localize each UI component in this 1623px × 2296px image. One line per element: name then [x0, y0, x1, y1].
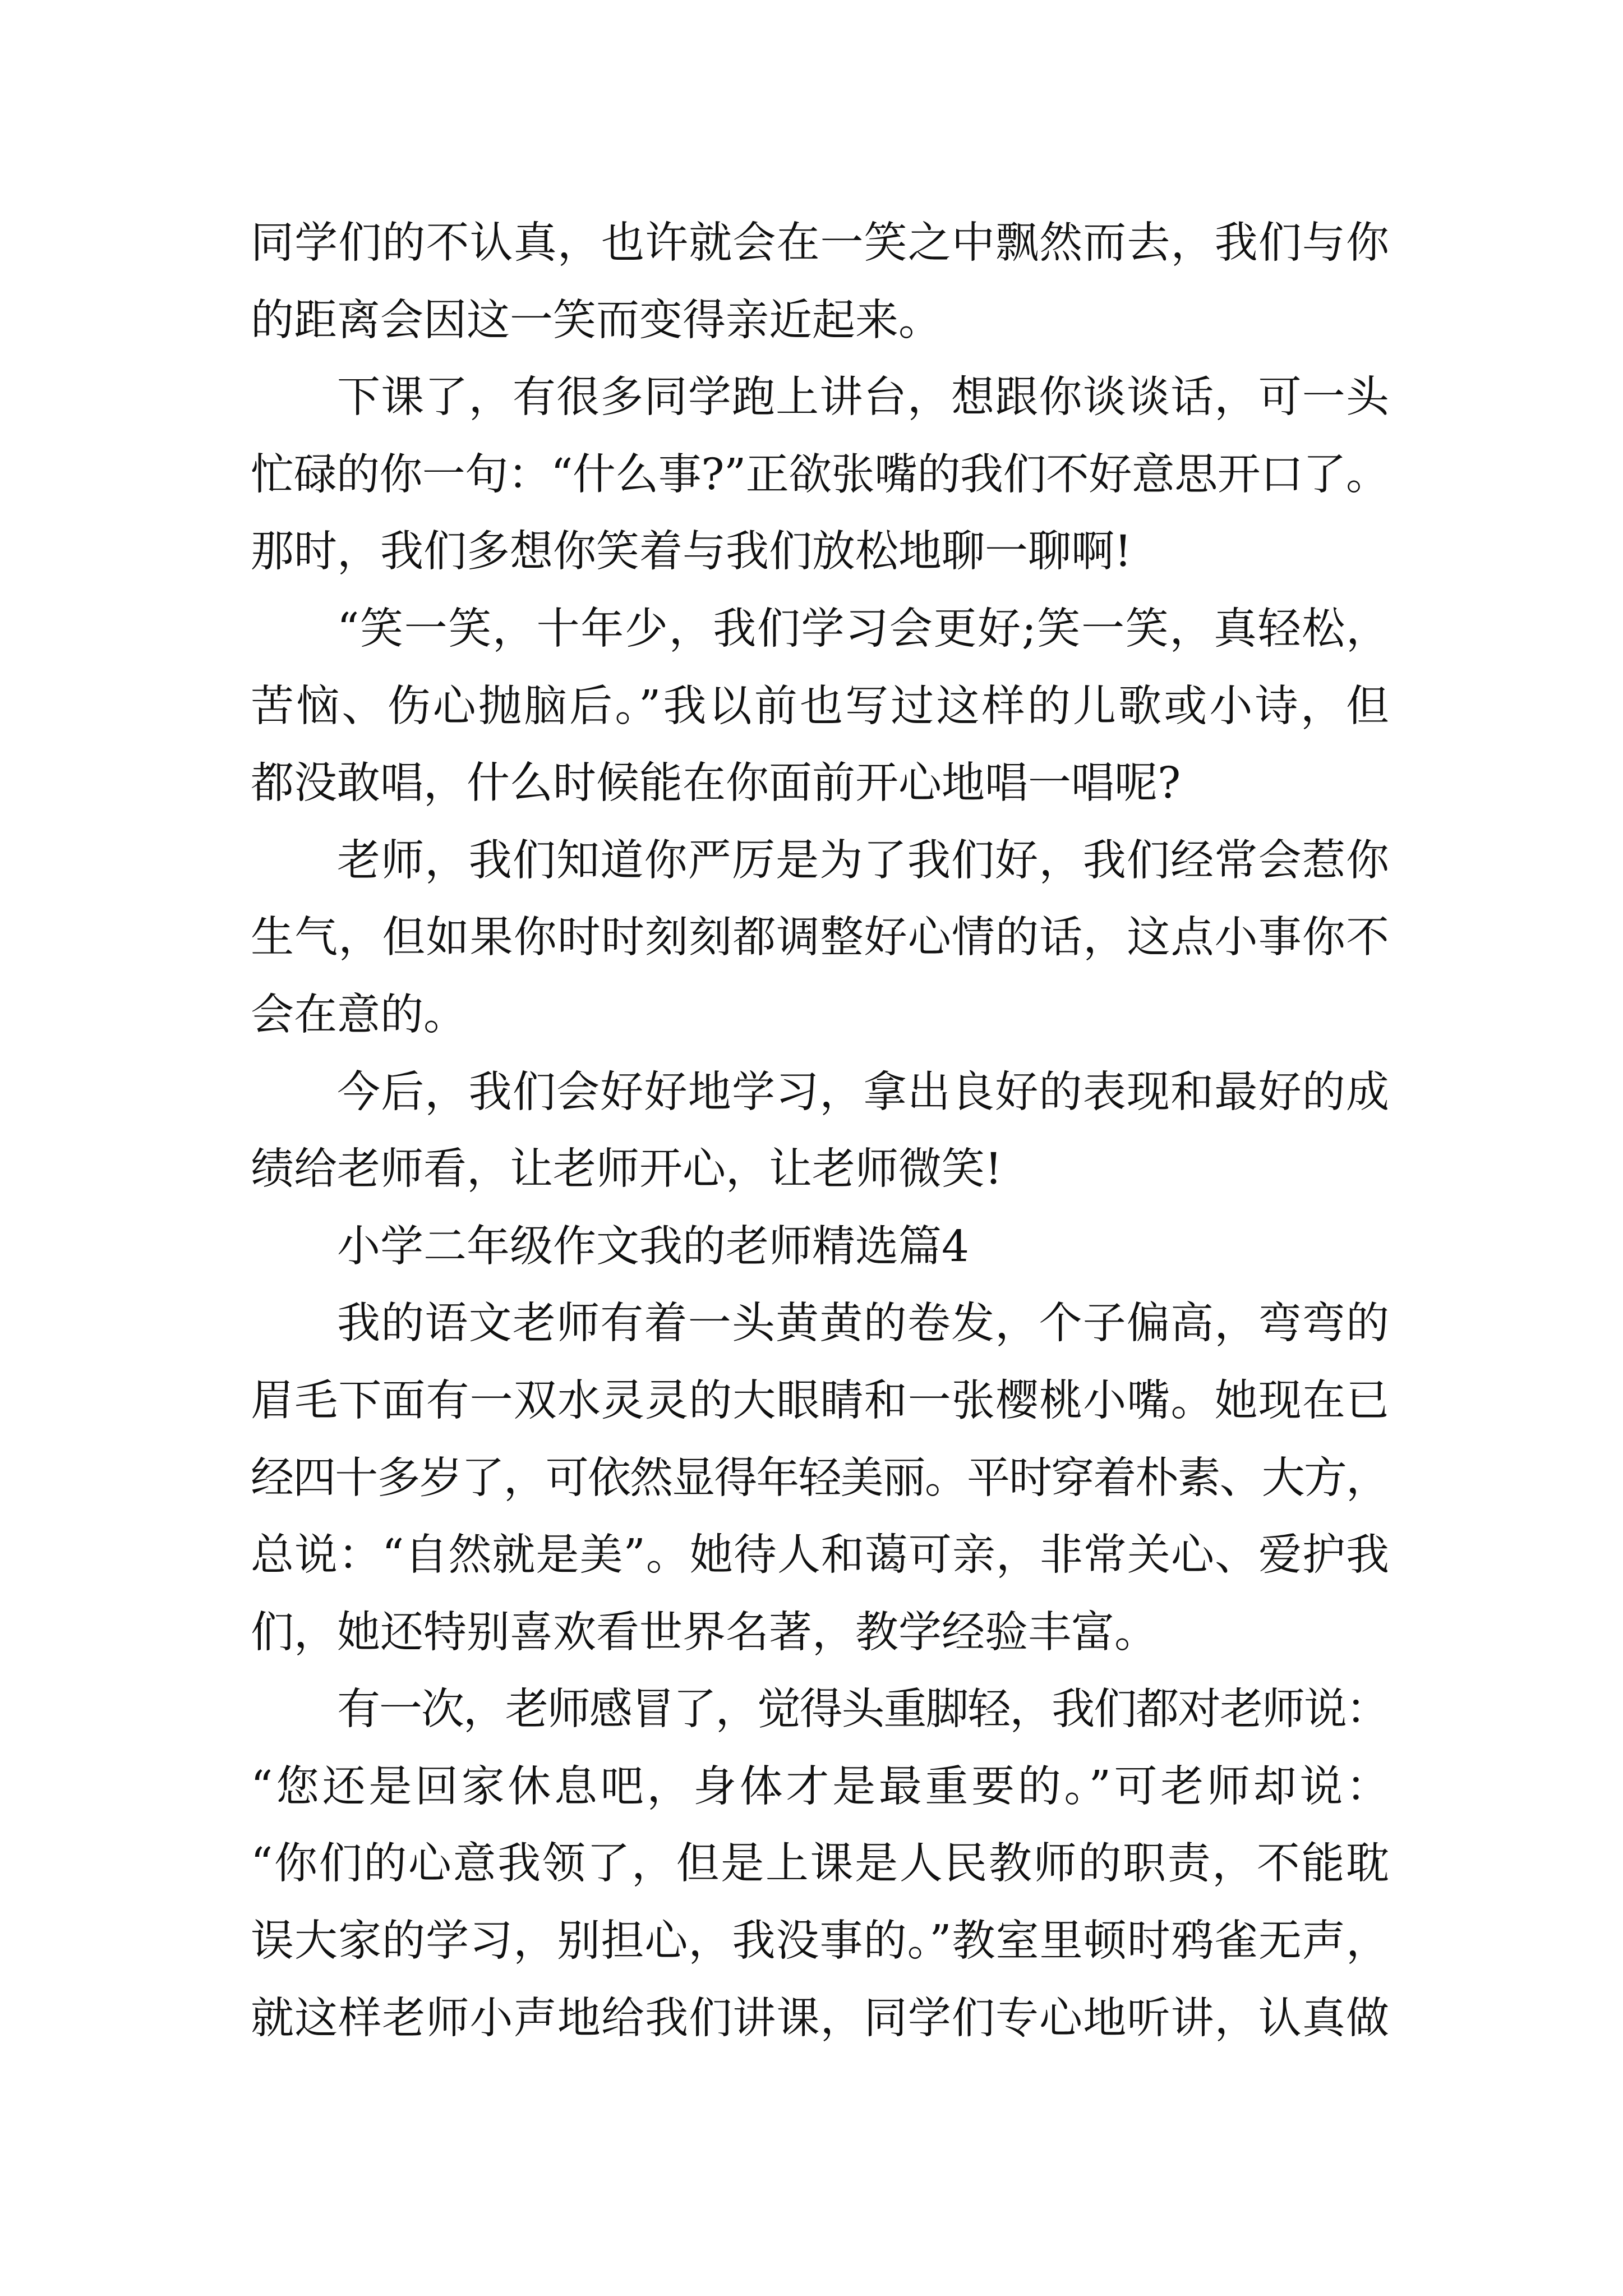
paragraph-line [251, 436, 1389, 514]
line-text: 都没敢唱，什么时候能在你面前开心地唱一唱呢? [251, 758, 1181, 809]
paragraph-line [251, 282, 1389, 360]
paragraph [251, 1285, 1389, 1671]
paragraph-line [251, 899, 1389, 977]
line-text: “你们的心意我领了，但是上课是人民教师的职责，不能耽 [251, 1839, 1391, 1889]
paragraph-line [251, 977, 1389, 1054]
paragraph-line [251, 1980, 1389, 2058]
line-text: 有一次，老师感冒了，觉得头重脚轻，我们都对老师说： [337, 1685, 1388, 1735]
paragraph-line [251, 1594, 1389, 1672]
line-text: 就这样老师小声地给我们讲课，同学们专心地听讲，认真做 [251, 1993, 1390, 2044]
paragraph-line [251, 1517, 1389, 1594]
line-text: 苦恼、伤心抛脑后。”我以前也写过这样的儿歌或小诗，但 [251, 681, 1392, 731]
paragraph-line [251, 1903, 1389, 1980]
section-heading-line [251, 1208, 1389, 1286]
line-text: 忙碌的你一句：“什么事?”正欲张嘴的我们不好意思开口了。 [251, 449, 1389, 500]
line-text: 今后，我们会好好地学习，拿出良好的表现和最好的成 [337, 1067, 1390, 1117]
section-heading-text: 小学二年级作文我的老师精选篇4 [337, 1221, 969, 1272]
paragraph [251, 822, 1389, 1054]
paragraph-line [251, 1285, 1389, 1363]
paragraph-line [251, 513, 1389, 591]
paragraph-line [251, 1363, 1389, 1440]
paragraph [251, 205, 1389, 359]
paragraph-line [251, 1440, 1389, 1517]
paragraph-line [251, 359, 1389, 436]
line-text: 绩给老师看，让老师开心，让老师微笑! [251, 1144, 1002, 1195]
line-text: 会在意的。 [251, 990, 467, 1040]
paragraph-line [251, 205, 1389, 282]
line-text: 眉毛下面有一双水灵灵的大眼睛和一张樱桃小嘴。她现在已 [251, 1375, 1390, 1426]
line-text: 我的语文老师有着一头黄黄的卷发，个子偏高，弯弯的 [337, 1299, 1390, 1349]
paragraph-line [251, 745, 1389, 822]
line-text: “您还是回家休息吧，身体才是最重要的。”可老师却说： [251, 1761, 1393, 1812]
paragraph-line [251, 1671, 1389, 1749]
line-text: 老师，我们知道你严厉是为了我们好，我们经常会惹你 [337, 835, 1390, 886]
line-text: 那时，我们多想你笑着与我们放松地聊一聊啊! [251, 527, 1132, 577]
paragraph-line [251, 591, 1389, 668]
paragraph-line [251, 822, 1389, 900]
document-body [251, 205, 1393, 2057]
paragraph [251, 359, 1389, 591]
paragraph-line [251, 1054, 1389, 1131]
line-text: 们，她还特别喜欢看世界名著，教学经验丰富。 [251, 1607, 1158, 1658]
paragraph [251, 1054, 1389, 1208]
paragraph-line [251, 668, 1392, 746]
line-text: “笑一笑，十年少，我们学习会更好;笑一笑，真轻松， [337, 604, 1390, 654]
paragraph-line [251, 1749, 1393, 1826]
paragraph [251, 591, 1392, 822]
section-heading [251, 1208, 1389, 1286]
line-text: 的距离会因这一笑而变得亲近起来。 [251, 295, 942, 346]
line-text: 下课了，有很多同学跑上讲台，想跟你谈谈话，可一头 [337, 372, 1390, 423]
line-text: 误大家的学习，别担心，我没事的。”教室里顿时鸦雀无声， [251, 1916, 1390, 1967]
paragraph-line [251, 1131, 1389, 1208]
line-text: 总说：“自然就是美”。她待人和蔼可亲，非常关心、爱护我 [251, 1530, 1390, 1581]
line-text: 生气，但如果你时时刻刻都调整好心情的话，这点小事你不 [251, 913, 1390, 963]
paragraph-line [251, 1825, 1389, 1903]
line-text: 经四十多岁了，可依然显得年轻美丽。平时穿着朴素、大方， [251, 1453, 1389, 1503]
paragraph [251, 1671, 1393, 2057]
line-text: 同学们的不认真，也许就会在一笑之中飘然而去，我们与你 [251, 218, 1390, 268]
